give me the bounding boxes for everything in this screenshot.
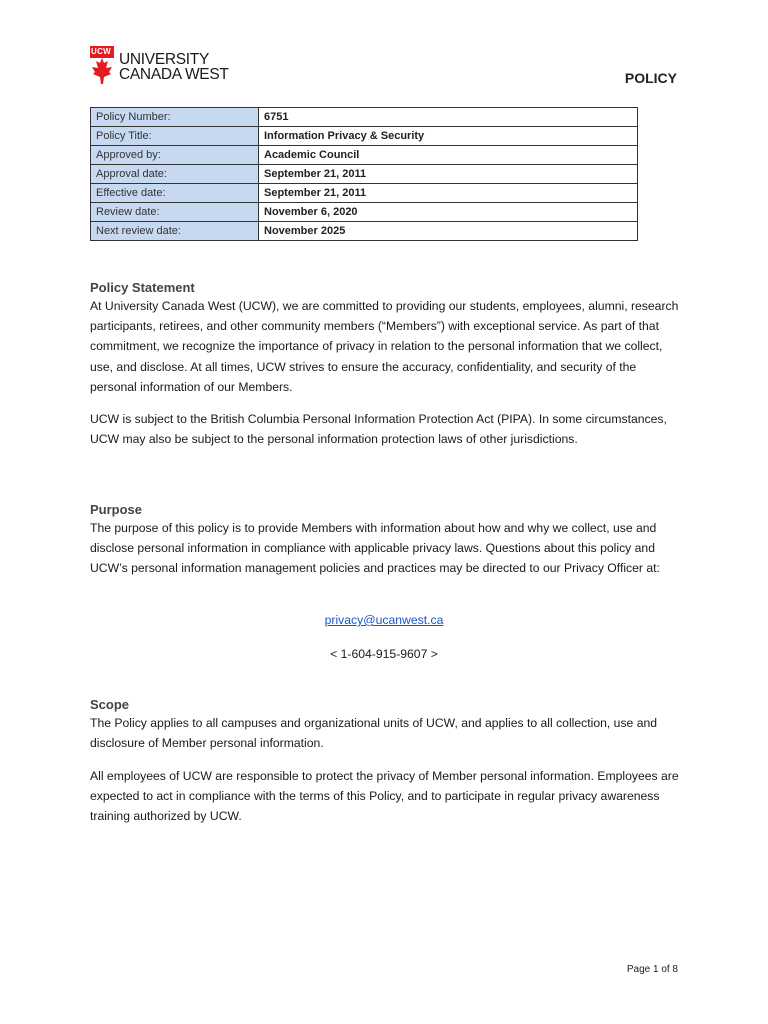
scope-heading: Scope [90,697,130,712]
table-row [91,203,638,222]
logo-line-2: CANADA WEST [119,66,229,83]
logo-line-1: UNIVERSITY [119,51,210,68]
policy-statement-heading: Policy Statement [90,280,195,295]
table-row [91,165,638,184]
policy-details-table [90,107,638,241]
university-logo [90,46,250,88]
policy-statement-paragraph-2: UCW is subject to the British Columbia Personal Information Protection Act (PIPA). In some circumstances, UCW may also be subject to the personal information protection laws of other jurisdictions. [90,412,667,447]
row-value: September 21, 2011 [259,165,638,184]
purpose-paragraph: The purpose of this policy is to provide Members with information about how and why we collect, use and disclose personal information in compliance with applicable privacy laws. Questions about this policy and UCW’s personal information management policies and practices may be directed to our Privacy Officer at: [90,521,660,576]
purpose-heading: Purpose [90,502,143,517]
table-row [91,146,638,165]
row-label: Approved by: [91,146,259,165]
policy-statement-paragraph-1: At University Canada West (UCW), we are committed to providing our students, employees, alumni, research participants, retirees, and other community members (“Members”) with exceptional service. As part of that commitment, we recognize the importance of privacy in relation to the personal information that we collect, use, and disclose. At all times, UCW strives to ensure the accuracy, confidentiality, and security of the personal information of our Members. [90,299,679,394]
row-value: November 6, 2020 [259,203,638,222]
row-label: Next review date: [91,222,259,241]
document-type: POLICY [624,70,677,86]
row-value: Academic Council [259,146,638,165]
row-value: 6751 [259,108,638,127]
row-label: Policy Number: [91,108,259,127]
row-label: Policy Title: [91,127,259,146]
scope-paragraph-2: All employees of UCW are responsible to protect the privacy of Member personal information. Employees are expected to act in compliance with the terms of this Policy, and to participate in regular privacy awareness training authorized by UCW. [90,769,679,824]
scope-paragraph-1: The Policy applies to all campuses and organizational units of UCW, and applies to all collection, use and disclosure of Member personal information. [90,716,658,751]
page-number: Page 1 of 8 [626,964,678,975]
table-row [91,108,638,127]
privacy-phone-number: < 1-604-915-9607 > [330,647,438,661]
table-row [91,222,638,241]
row-label: Approval date: [91,165,259,184]
privacy-email-link[interactable]: privacy@ucanwest.ca [324,613,444,627]
table-row [91,127,638,146]
row-value: November 2025 [259,222,638,241]
row-value: Information Privacy & Security [259,127,638,146]
row-label: Effective date: [91,184,259,203]
table-row [91,184,638,203]
logo-abbreviation: UCW [91,47,112,56]
row-value: September 21, 2011 [259,184,638,203]
row-label: Review date: [91,203,259,222]
logo-wordmark [119,52,229,82]
